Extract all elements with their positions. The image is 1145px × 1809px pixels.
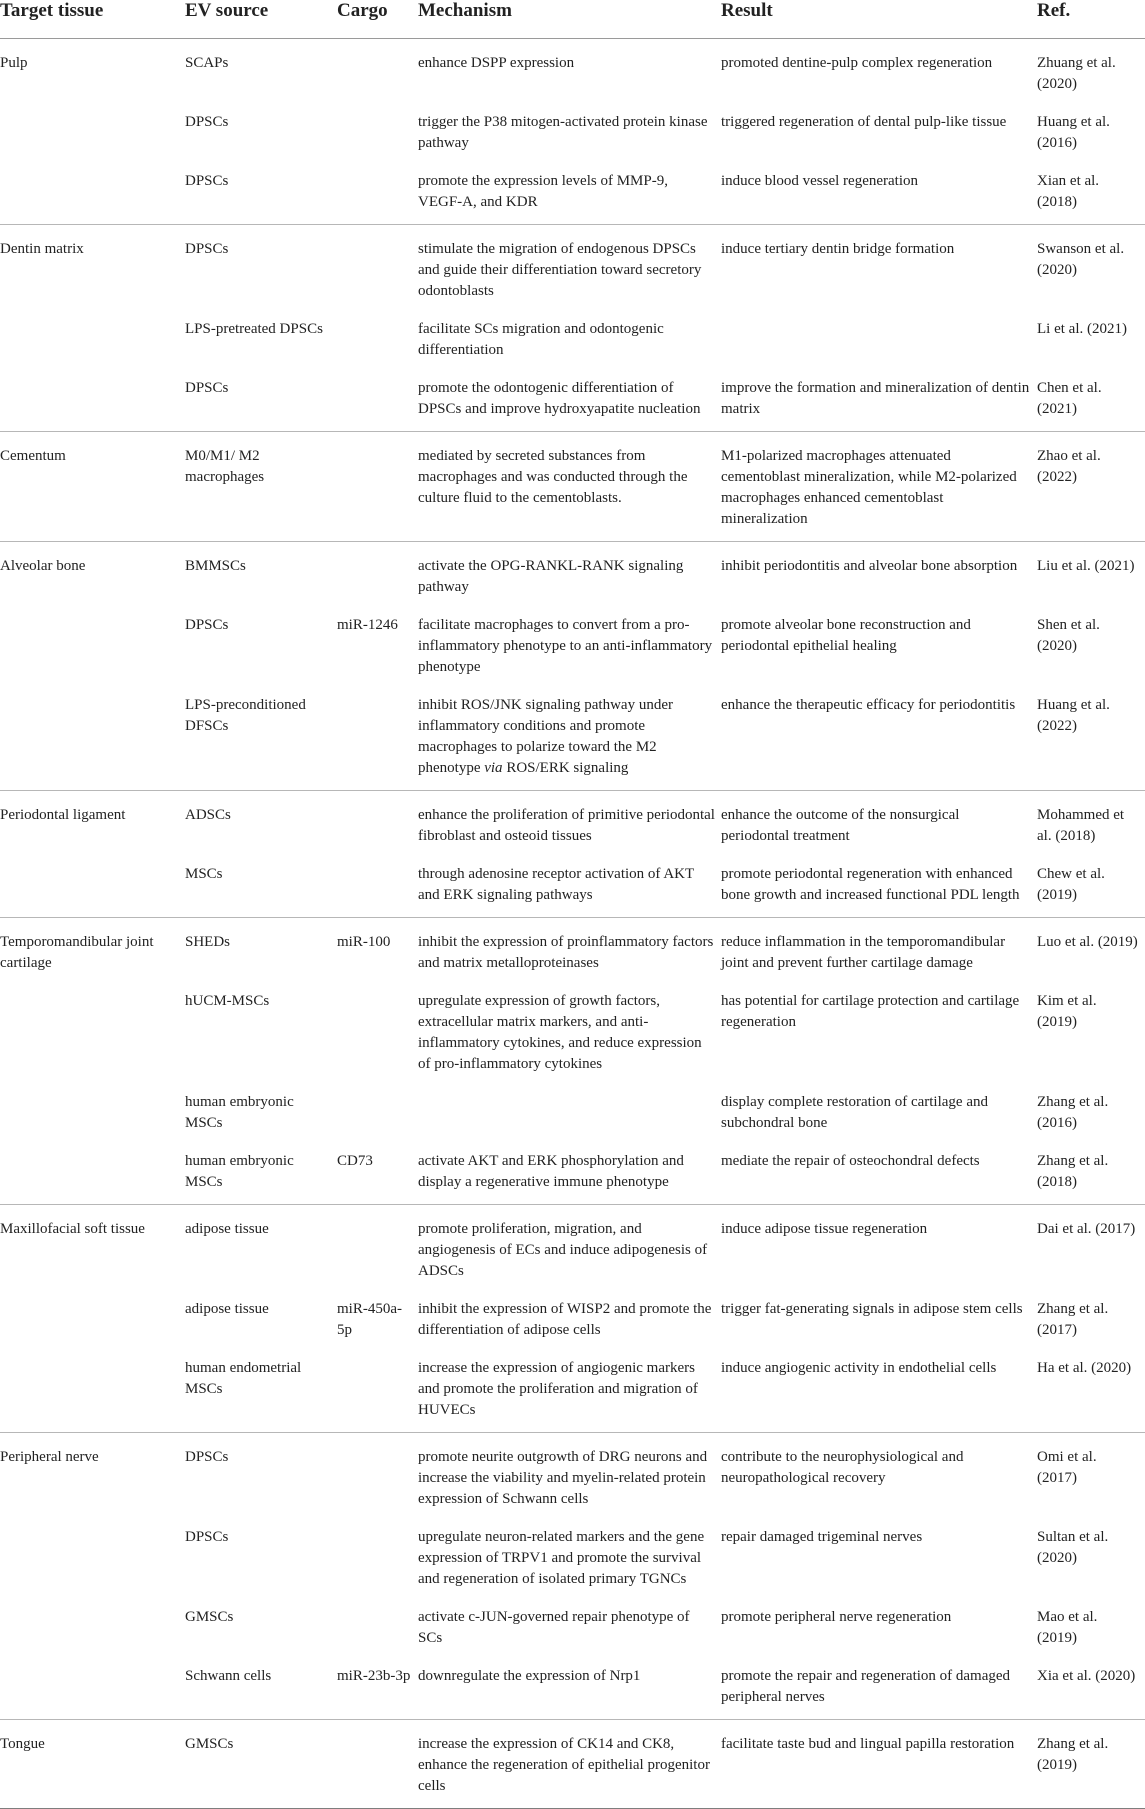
target-tissue-cell <box>0 983 185 1084</box>
table-header-row <box>0 0 1145 39</box>
mechanism-cell: increase the expression of angiogenic markers and promote the proliferation and migration of HUVECs <box>418 1350 721 1433</box>
result-cell: induce tertiary dentin bridge formation <box>721 241 955 257</box>
mechanism-cell: mediated by secreted substances from macrophages and was conducted through the culture fluid to the cementoblasts. <box>418 432 721 542</box>
cargo-cell <box>337 1519 418 1599</box>
target-tissue-cell <box>0 104 185 163</box>
result-cell: induce angiogenic activity in endothelial cells <box>721 1350 1037 1433</box>
cargo-cell: miR-1246 <box>337 617 398 633</box>
cargo-cell <box>337 432 418 542</box>
result-cell: promote peripheral nerve regeneration <box>721 1609 952 1625</box>
result-cell: promoted dentine-pulp complex regeneration <box>721 55 993 71</box>
target-tissue-cell <box>0 1143 185 1205</box>
target-tissue-cell <box>0 1084 185 1143</box>
ref-cell: Dai et al. (2017) <box>1037 1221 1136 1237</box>
target-tissue-cell: Maxillofacial soft tissue <box>0 1221 145 1237</box>
cargo-cell <box>337 856 418 918</box>
target-tissue-cell: Tongue <box>0 1720 185 1809</box>
table-row <box>0 370 1145 432</box>
target-tissue-cell <box>0 1519 185 1599</box>
via-emphasis: via <box>484 760 503 776</box>
cargo-cell <box>337 1720 418 1809</box>
ref-cell: Mohammed et al. (2018) <box>1037 807 1125 844</box>
ev-source-cell: GMSCs <box>185 1609 234 1625</box>
ev-source-cell: DPSCs <box>185 617 229 633</box>
table-row <box>0 791 1145 857</box>
header-result: Result <box>721 0 1037 39</box>
ev-source-cell: SHEDs <box>185 934 231 950</box>
ref-cell: Chen et al. (2021) <box>1037 370 1145 432</box>
result-cell: facilitate taste bud and lingual papilla restoration <box>721 1720 1037 1809</box>
mechanism-cell: promote proliferation, migration, and angiogenesis of ECs and induce adipogenesis of ADSCs <box>418 1221 708 1279</box>
target-tissue-cell: Peripheral nerve <box>0 1449 99 1465</box>
table-row <box>0 1084 1145 1143</box>
cargo-cell <box>337 1350 418 1433</box>
header-target-tissue: Target tissue <box>0 0 185 39</box>
table-body <box>0 39 1145 1809</box>
table-row <box>0 1205 1145 1292</box>
target-tissue-cell <box>0 607 185 687</box>
ref-cell: Liu et al. (2021) <box>1037 558 1135 574</box>
target-tissue-cell <box>0 311 185 370</box>
mechanism-cell: downregulate the expression of Nrp1 <box>418 1658 721 1720</box>
table-row <box>0 1350 1145 1433</box>
result-cell: trigger fat-generating signals in adipose stem cells <box>721 1301 1023 1317</box>
table-row <box>0 163 1145 225</box>
mechanism-cell: enhance the proliferation of primitive periodontal fibroblast and osteoid tissues <box>418 807 715 844</box>
ev-source-cell: adipose tissue <box>185 1221 269 1237</box>
table-row <box>0 1720 1145 1809</box>
target-tissue-cell: Cementum <box>0 432 185 542</box>
ref-cell: Mao et al. (2019) <box>1037 1609 1098 1646</box>
ref-cell: Xian et al. (2018) <box>1037 163 1145 225</box>
cargo-cell <box>337 163 418 225</box>
mechanism-cell: promote the odontogenic differentiation of DPSCs and improve hydroxyapatite nucleation <box>418 370 721 432</box>
ref-cell: Sultan et al. (2020) <box>1037 1529 1109 1566</box>
mechanism-cell: upregulate neuron-related markers and the gene expression of TRPV1 and promote the survival and regeneration of isolated primary TGNCs <box>418 1529 705 1587</box>
target-tissue-cell: Pulp <box>0 55 28 71</box>
table-row <box>0 1433 1145 1520</box>
ref-cell: Zhao et al. (2022) <box>1037 432 1145 542</box>
table-row <box>0 687 1145 791</box>
cargo-cell <box>337 542 418 608</box>
ref-cell: Shen et al. (2020) <box>1037 617 1100 654</box>
ev-source-cell: LPS-pretreated DPSCs <box>185 321 323 337</box>
mechanism-cell: trigger the P38 mitogen-activated protein kinase pathway <box>418 114 708 151</box>
result-cell: inhibit periodontitis and alveolar bone absorption <box>721 558 1018 574</box>
result-cell: promote periodontal regeneration with enhanced bone growth and increased functional PDL length <box>721 856 1037 918</box>
table-row <box>0 542 1145 608</box>
ev-source-cell: SCAPs <box>185 55 229 71</box>
mechanism-cell: activate AKT and ERK phosphorylation and display a regenerative immune phenotype <box>418 1143 721 1205</box>
table-row <box>0 225 1145 312</box>
result-cell: induce adipose tissue regeneration <box>721 1221 928 1237</box>
cargo-cell: miR-100 <box>337 934 391 950</box>
ref-cell: Zhang et al. (2017) <box>1037 1301 1109 1338</box>
ref-cell: Zhuang et al. (2020) <box>1037 55 1116 92</box>
result-cell: reduce inflammation in the temporomandibular joint and prevent further cartilage damage <box>721 934 1006 971</box>
cargo-cell <box>337 1084 418 1143</box>
mechanism-cell <box>418 1084 721 1143</box>
result-cell: enhance the therapeutic efficacy for periodontitis <box>721 687 1037 791</box>
table-row <box>0 39 1145 105</box>
ev-source-cell: DPSCs <box>185 1529 229 1545</box>
mechanism-cell: inhibit the expression of WISP2 and promote the differentiation of adipose cells <box>418 1301 712 1338</box>
result-cell: contribute to the neurophysiological and neuropathological recovery <box>721 1449 964 1486</box>
table-row <box>0 1658 1145 1720</box>
mechanism-cell: through adenosine receptor activation of AKT and ERK signaling pathways <box>418 856 721 918</box>
result-cell: mediate the repair of osteochondral defects <box>721 1143 1037 1205</box>
cargo-cell <box>337 1205 418 1292</box>
ev-source-cell: M0/M1/ M2 macrophages <box>185 432 337 542</box>
ref-cell: Huang et al. (2022) <box>1037 687 1145 791</box>
result-cell: enhance the outcome of the nonsurgical periodontal treatment <box>721 807 960 844</box>
ev-source-cell: GMSCs <box>185 1720 337 1809</box>
mechanism-cell: enhance DSPP expression <box>418 55 575 71</box>
table-row <box>0 1143 1145 1205</box>
ref-cell: Xia et al. (2020) <box>1037 1658 1145 1720</box>
ev-source-cell: MSCs <box>185 856 337 918</box>
ref-cell: Kim et al. (2019) <box>1037 993 1097 1030</box>
target-tissue-cell <box>0 1291 185 1350</box>
cargo-cell <box>337 225 418 312</box>
target-tissue-cell <box>0 163 185 225</box>
ev-source-cell: DPSCs <box>185 114 229 130</box>
result-cell: repair damaged trigeminal nerves <box>721 1529 923 1545</box>
mechanism-cell: promote the expression levels of MMP-9, VEGF-A, and KDR <box>418 163 721 225</box>
ref-cell: Zhang et al. (2016) <box>1037 1094 1109 1131</box>
ev-source-cell: DPSCs <box>185 163 337 225</box>
ref-cell: Li et al. (2021) <box>1037 321 1127 337</box>
target-tissue-cell <box>0 1350 185 1433</box>
target-tissue-cell <box>0 1658 185 1720</box>
ref-cell: Chew et al. (2019) <box>1037 856 1145 918</box>
header-mechanism: Mechanism <box>418 0 721 39</box>
cargo-cell <box>337 370 418 432</box>
mechanism-cell: facilitate macrophages to convert from a pro-inflammatory phenotype to an anti-inflammatory phenotype <box>418 617 713 675</box>
target-tissue-cell: Alveolar bone <box>0 558 86 574</box>
mechanism-cell: activate the OPG-RANKL-RANK signaling pathway <box>418 558 684 595</box>
ref-cell: Huang et al. (2016) <box>1037 114 1110 151</box>
ev-source-cell: LPS-preconditioned DFSCs <box>185 687 337 791</box>
table-row <box>0 1519 1145 1599</box>
cargo-cell <box>337 1599 418 1658</box>
cargo-cell <box>337 1433 418 1520</box>
ev-source-cell: Schwann cells <box>185 1658 337 1720</box>
mechanism-cell: upregulate expression of growth factors, extracellular matrix markers, and anti-inflammatory cytokines, and reduce expression of pro-inflammatory cytokines <box>418 993 702 1072</box>
cargo-cell: CD73 <box>337 1143 418 1205</box>
table-row <box>0 104 1145 163</box>
ref-cell: Ha et al. (2020) <box>1037 1350 1145 1433</box>
target-tissue-cell <box>0 1599 185 1658</box>
header-ev-source: EV source <box>185 0 337 39</box>
mechanism-cell: activate c-JUN-governed repair phenotype of SCs <box>418 1609 690 1646</box>
result-cell: induce blood vessel regeneration <box>721 163 1037 225</box>
ev-source-cell: human endometrial MSCs <box>185 1350 337 1433</box>
table-row <box>0 918 1145 984</box>
table-row <box>0 311 1145 370</box>
ev-source-cell: DPSCs <box>185 241 229 257</box>
ref-cell: Omi et al. (2017) <box>1037 1449 1097 1486</box>
ref-cell: Luo et al. (2019) <box>1037 934 1138 950</box>
ev-source-cell: adipose tissue <box>185 1301 269 1317</box>
target-tissue-cell <box>0 687 185 791</box>
mechanism-cell: increase the expression of CK14 and CK8, enhance the regeneration of epithelial progenitor cells <box>418 1720 721 1809</box>
target-tissue-cell <box>0 856 185 918</box>
cargo-cell: miR-23b-3p <box>337 1658 418 1720</box>
cargo-cell <box>337 687 418 791</box>
table-row <box>0 1291 1145 1350</box>
ev-source-cell: hUCM-MSCs <box>185 993 270 1009</box>
mechanism-cell: facilitate SCs migration and odontogenic differentiation <box>418 321 664 358</box>
result-cell: promote alveolar bone reconstruction and periodontal epithelial healing <box>721 617 971 654</box>
target-tissue-cell: Dentin matrix <box>0 241 84 257</box>
result-cell: display complete restoration of cartilage and subchondral bone <box>721 1094 988 1131</box>
header-ref: Ref. <box>1037 0 1145 39</box>
ev-source-cell: DPSCs <box>185 370 337 432</box>
result-cell: improve the formation and mineralization of dentin matrix <box>721 370 1037 432</box>
cargo-cell: miR-450a-5p <box>337 1301 402 1338</box>
mechanism-cell: stimulate the migration of endogenous DPSCs and guide their differentiation toward secretory odontoblasts <box>418 241 702 299</box>
result-cell: promote the repair and regeneration of damaged peripheral nerves <box>721 1658 1037 1720</box>
result-cell: has potential for cartilage protection and cartilage regeneration <box>721 993 1020 1030</box>
ref-cell: Zhang et al. (2018) <box>1037 1143 1145 1205</box>
table-row <box>0 983 1145 1084</box>
ev-source-cell: human embryonic MSCs <box>185 1094 294 1131</box>
table-row <box>0 1599 1145 1658</box>
table-row <box>0 856 1145 918</box>
result-cell: M1-polarized macrophages attenuated cementoblast mineralization, while M2-polarized macrophages enhanced cementoblast mineralization <box>721 432 1037 542</box>
cargo-cell <box>337 39 418 105</box>
table-row <box>0 432 1145 542</box>
mechanism-cell: inhibit the expression of proinflammatory factors and matrix metalloproteinases <box>418 934 714 971</box>
cargo-cell <box>337 791 418 857</box>
ref-cell: Zhang et al. (2019) <box>1037 1720 1145 1809</box>
table-row <box>0 607 1145 687</box>
mechanism-cell: inhibit ROS/JNK signaling pathway under inflammatory conditions and promote macrophages to polarize toward the M2 phenotype via ROS/ERK signaling <box>418 687 721 791</box>
ev-source-cell: human embryonic MSCs <box>185 1143 337 1205</box>
cargo-cell <box>337 104 418 163</box>
target-tissue-cell: Periodontal ligament <box>0 807 126 823</box>
target-tissue-cell <box>0 370 185 432</box>
target-tissue-cell: Temporomandibular joint cartilage <box>0 934 154 971</box>
result-cell: triggered regeneration of dental pulp-like tissue <box>721 114 1007 130</box>
cargo-cell <box>337 983 418 1084</box>
cargo-cell <box>337 311 418 370</box>
ref-cell: Swanson et al. (2020) <box>1037 241 1125 278</box>
ev-source-cell: BMMSCs <box>185 558 246 574</box>
ev-source-cell: DPSCs <box>185 1449 229 1465</box>
header-cargo: Cargo <box>337 0 418 39</box>
ev-source-cell: ADSCs <box>185 807 231 823</box>
result-cell <box>721 311 1037 370</box>
mechanism-cell: promote neurite outgrowth of DRG neurons and increase the viability and myelin-related protein expression of Schwann cells <box>418 1449 708 1507</box>
